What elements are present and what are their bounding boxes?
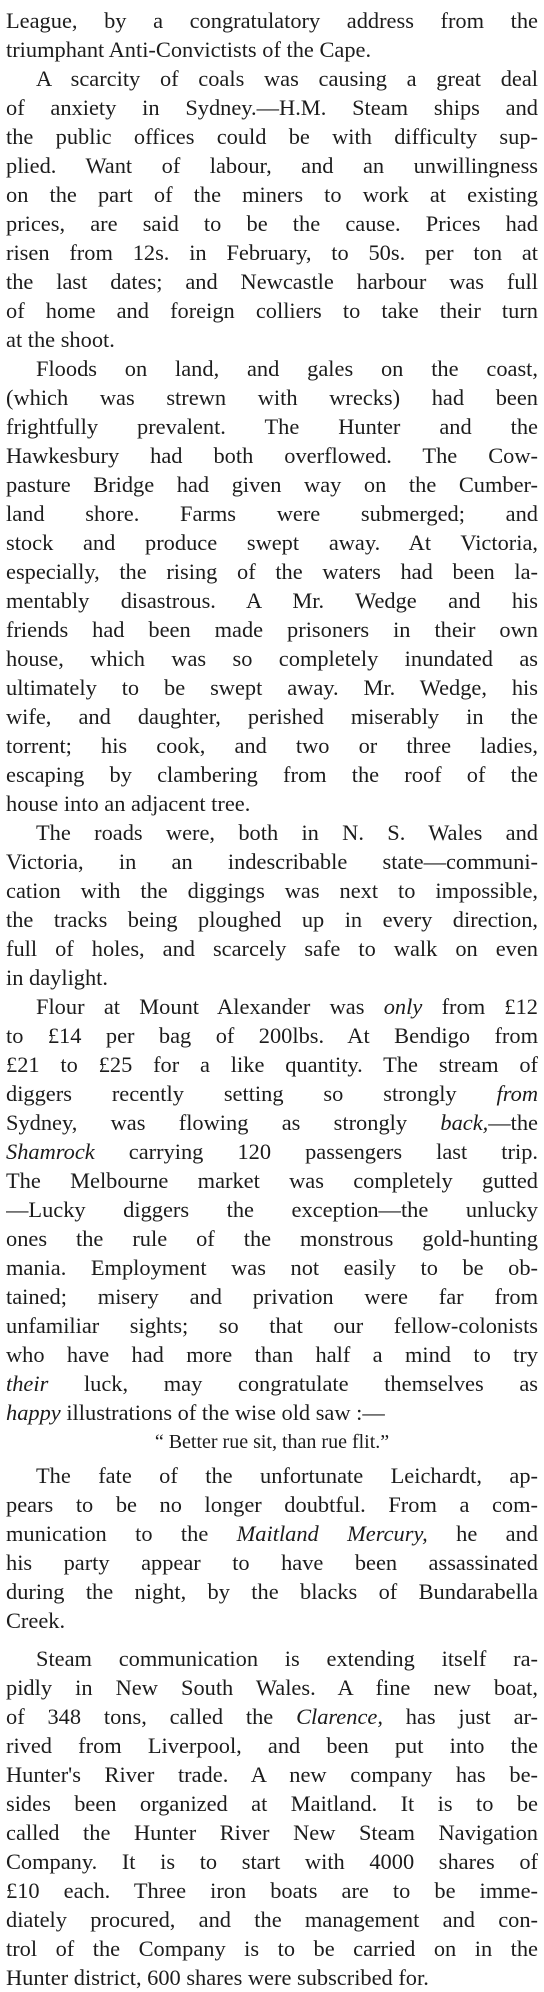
text-line: mania. Employment was not easily to be ob- xyxy=(6,1255,538,1280)
paragraph-leichardt xyxy=(6,1461,538,1635)
text-line: the public offices could be with difficulty sup- xyxy=(6,124,538,149)
text-line: triumphant Anti-Convictists of the Cape. xyxy=(6,37,372,62)
text-line: stock and produce swept away. At Victoria, xyxy=(6,530,538,555)
quoted-saying: “ Better rue sit, than rue flit.” xyxy=(154,1431,390,1453)
text-line: torrent; his cook, and two or three ladies, xyxy=(6,733,538,758)
paragraph-gap xyxy=(6,1635,538,1644)
paragraph-steam-communication xyxy=(6,1644,538,1992)
text-line: plied. Want of labour, and an unwillingness xyxy=(6,153,538,178)
text-line: in daylight. xyxy=(6,965,108,990)
text-line: cation with the diggings was next to impossible, xyxy=(6,878,538,903)
emphasis: only xyxy=(383,994,423,1019)
text-line: escaping by clambering from the roof of the xyxy=(6,762,538,787)
emphasis: back, xyxy=(440,1110,489,1135)
newspaper-title: Maitland Mercury, xyxy=(236,1521,428,1546)
text-line: his party appear to have been assassinated xyxy=(6,1550,538,1575)
text-line: full of holes, and scarcely safe to walk on even xyxy=(6,936,538,961)
text-line: —Lucky diggers the exception—the unlucky xyxy=(6,1197,538,1222)
text-line: (which was strewn with wrecks) had been xyxy=(6,385,538,410)
text-line: Hunter district, 600 shares were subscribed for. xyxy=(6,1965,429,1990)
text-line: Victoria, in an indescribable state—communi- xyxy=(6,849,538,874)
emphasis: from xyxy=(496,1081,538,1106)
text-line: of anxiety in Sydney.—H.M. Steam ships and xyxy=(6,95,538,120)
text-line: prices, are said to be the cause. Prices had xyxy=(6,211,538,236)
text-line: ultimately to be swept away. Mr. Wedge, his xyxy=(6,675,538,700)
text-line: Hawkesbury had both overflowed. The Cow- xyxy=(6,443,538,468)
text-line: A scarcity of coals was causing a great deal xyxy=(36,66,538,91)
text-line: who have had more than half a mind to try xyxy=(6,1342,538,1367)
text-line: happy illustrations of the wise old saw :— xyxy=(6,1400,385,1425)
text-line: of home and foreign colliers to take their turn xyxy=(6,298,538,323)
text-line: unfamiliar sights; so that our fellow-colonists xyxy=(6,1313,538,1338)
text-line: League, by a congratulatory address from the xyxy=(6,8,538,33)
text-line: Shamrock carrying 120 passengers last trip. xyxy=(6,1139,538,1164)
text-line: Flour at Mount Alexander was only from £12 xyxy=(36,994,538,1019)
text-line: ones the rule of the monstrous gold-hunting xyxy=(6,1226,538,1251)
text-line: wife, and daughter, perished miserably in the xyxy=(6,704,538,729)
text-line: at the shoot. xyxy=(6,327,115,352)
text-line: munication to the Maitland Mercury, he and xyxy=(6,1521,538,1546)
text-line: Sydney, was flowing as strongly back,—the xyxy=(6,1110,538,1135)
paragraph-flour-prices xyxy=(6,992,538,1427)
text-line: frightfully prevalent. The Hunter and the xyxy=(6,414,538,439)
text-line: mentably disastrous. A Mr. Wedge and his xyxy=(6,588,538,613)
text-line: Steam communication is extending itself ra- xyxy=(36,1646,538,1671)
ship-name: Shamrock xyxy=(6,1139,95,1164)
text-line: land shore. Farms were submerged; and xyxy=(6,501,538,526)
text-line: pasture Bridge had given way on the Cumber- xyxy=(6,472,538,497)
text-line: Hunter's River trade. A new company has be- xyxy=(6,1762,538,1787)
text-line: £21 to £25 for a like quantity. The stream of xyxy=(6,1052,538,1077)
paragraph-anti-convictists xyxy=(6,6,538,64)
text-line: during the night, by the blacks of Bundarabella xyxy=(6,1579,538,1604)
text-line: The fate of the unfortunate Leichardt, ap- xyxy=(36,1463,538,1488)
text-line: diggers recently setting so strongly from xyxy=(6,1081,538,1106)
text-line: sides been organized at Maitland. It is to be xyxy=(6,1791,538,1816)
emphasis: their xyxy=(6,1371,49,1396)
text-line: Creek. xyxy=(6,1608,66,1633)
text-line: friends had been made prisoners in their own xyxy=(6,617,538,642)
text-line: Company. It is to start with 4000 shares of xyxy=(6,1849,538,1874)
ship-name: Clarence, xyxy=(296,1704,383,1729)
text-line: tained; misery and privation were far from xyxy=(6,1284,538,1309)
paragraph-coal-scarcity xyxy=(6,64,538,354)
text-line: their luck, may congratulate themselves as xyxy=(6,1371,538,1396)
text-line: of 348 tons, called the Clarence, has just ar- xyxy=(6,1704,538,1729)
text-line: house, which was so completely inundated as xyxy=(6,646,538,671)
text-line: the tracks being ploughed up in every direction, xyxy=(6,907,538,932)
text-line: pears to be no longer doubtful. From a com- xyxy=(6,1492,538,1517)
text-line: pidly in New South Wales. A fine new boat, xyxy=(6,1675,538,1700)
text-line: especially, the rising of the waters had been la- xyxy=(6,559,538,584)
text-line: risen from 12s. in February, to 50s. per ton at xyxy=(6,240,538,265)
paragraph-roads xyxy=(6,818,538,992)
text-line: called the Hunter River New Steam Navigation xyxy=(6,1820,538,1845)
paragraph-floods xyxy=(6,354,538,818)
text-line: the last dates; and Newcastle harbour was full xyxy=(6,269,538,294)
text-line: on the part of the miners to work at existing xyxy=(6,182,538,207)
text-line: £10 each. Three iron boats are to be imme- xyxy=(6,1878,538,1903)
text-line: diately procured, and the management and con- xyxy=(6,1907,538,1932)
text-line: The roads were, both in N. S. Wales and xyxy=(36,820,538,845)
text-line: house into an adjacent tree. xyxy=(6,791,251,816)
emphasis: happy xyxy=(6,1400,61,1425)
text-line: to £14 per bag of 200lbs. At Bendigo from xyxy=(6,1023,538,1048)
text-line: The Melbourne market was completely gutted xyxy=(6,1168,538,1193)
text-line: rived from Liverpool, and been put into the xyxy=(6,1733,538,1758)
text-line: Floods on land, and gales on the coast, xyxy=(36,356,538,381)
text-line: trol of the Company is to be carried on in the xyxy=(6,1936,538,1961)
